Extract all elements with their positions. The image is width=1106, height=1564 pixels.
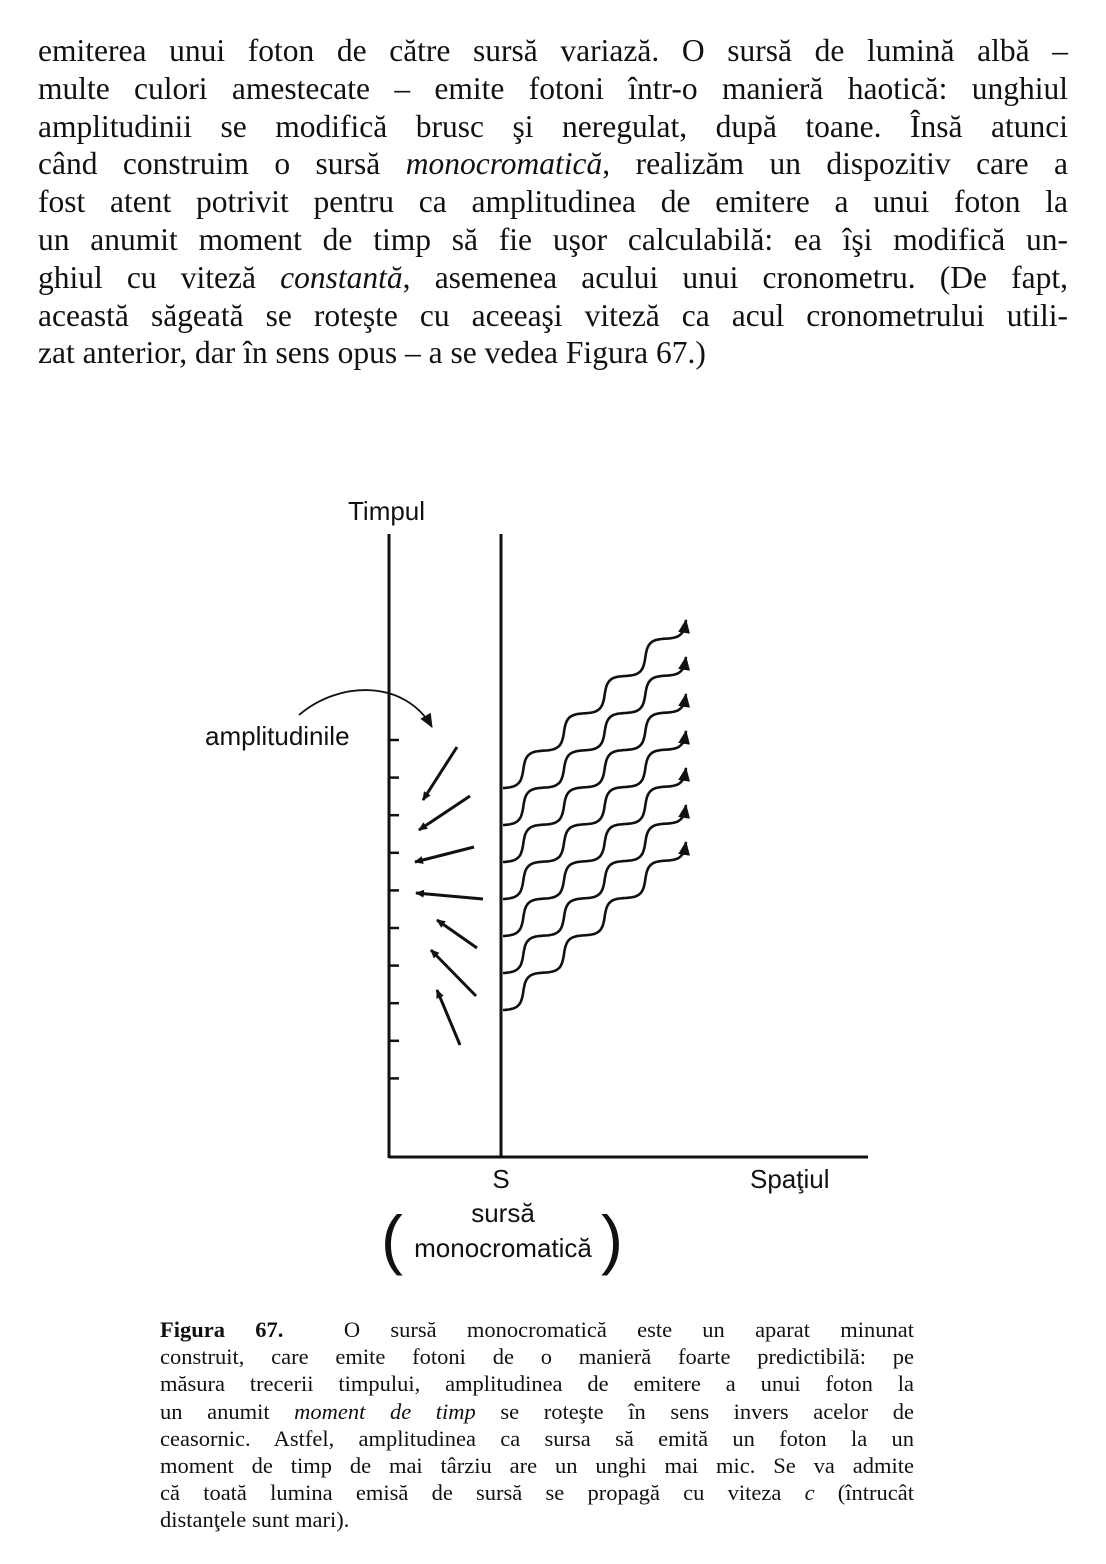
caption-line [160,1479,914,1506]
photon-waves [503,620,686,1010]
caption-text: se roteşte în sens invers acelor de [475,1398,914,1424]
caption-line [160,1398,914,1425]
amplitude-arrow [416,893,483,899]
amplitude-arrow [423,747,457,800]
emphasis-constanta: constantă [280,259,403,295]
amplitude-arrows [415,747,483,1045]
caption-text: un anumit [160,1398,295,1424]
caption-speed-symbol: c [804,1480,815,1506]
space-axis-label: Spaţiul [750,1164,830,1194]
close-parenthesis: ) [601,1202,623,1276]
caption-text: (întrucât [814,1480,914,1506]
caption-text: că toată lumina emisă de sursă se propagă cu viteza [160,1480,805,1506]
caption-figure-label: Figura 67. [160,1317,284,1342]
amplitude-arrow [437,990,460,1045]
source-label-sursa: sursă [471,1198,535,1228]
source-mark: S [492,1164,510,1194]
caption-emphasis: moment de timp [294,1398,476,1424]
paragraph-text: când construim o sursă [38,146,406,182]
amplitudes-label: amplitudinile [205,721,350,751]
source-label-monocromatica: monocromatică [414,1233,592,1263]
paragraph-line: această săgeată se roteşte cu aceeaşi viteză ca acul cronometrului utili- [38,297,1068,333]
paragraph-line: multe culori amestecate – emite fotoni într-o manieră haotică: unghiul [38,70,1068,106]
paragraph-text: , asemenea acului unui cronometru. (De fapt, [402,259,1068,295]
amplitude-arrow [437,920,477,948]
paragraph-line: fost atent potrivit pentru ca amplitudinea de emitere a unui foton la [38,184,1068,220]
amplitude-arrow [415,847,474,862]
photon-wave [503,768,686,936]
amplitude-arrow [431,950,476,996]
paragraph-line: emiterea unui foton de către sursă variază. O sursă de lumină albă – [38,33,1068,68]
paragraph-text: , realizăm un dispozitiv care a [602,146,1068,182]
photon-wave [503,731,686,899]
caption-line: măsura trecerii timpului, amplitudinea de emitere a unui foton la [160,1371,914,1397]
emphasis-monocromatica: monocromatică [405,146,603,182]
open-parenthesis: ( [381,1202,403,1276]
photon-wave [503,657,686,825]
paragraph-line: un anumit moment de timp să fie uşor calculabilă: ea îşi modifică un- [38,221,1068,257]
paragraph-line: zat anterior, dar în sens opus – a se vedea Figura 67.) [38,335,706,371]
paragraph-line: amplitudinii se modifică brusc şi neregulat, după toane. Însă atunci [38,108,1068,144]
photon-wave [503,842,686,1010]
caption-line: construit, care emite fotoni de o manieră foarte predictibilă: pe [160,1344,914,1370]
caption-line: distanţele sunt mari). [160,1507,350,1533]
caption-line: moment de timp de mai târziu are un unghi mai mic. Se va admite [160,1453,914,1479]
amplitude-arrow [419,796,470,830]
photon-wave [503,620,686,788]
photon-wave [503,694,686,862]
photon-wave [503,805,686,973]
caption-line: ceasornic. Astfel, amplitudinea ca sursa să emită un foton la un [160,1425,914,1451]
caption-line [160,1316,914,1343]
time-axis-label: Timpul [348,496,426,526]
figure-caption [160,1316,914,1534]
caption-text: O sursă monocromatică este un aparat minunat [343,1317,915,1342]
paragraph-text: ghiul cu viteză [38,259,281,295]
